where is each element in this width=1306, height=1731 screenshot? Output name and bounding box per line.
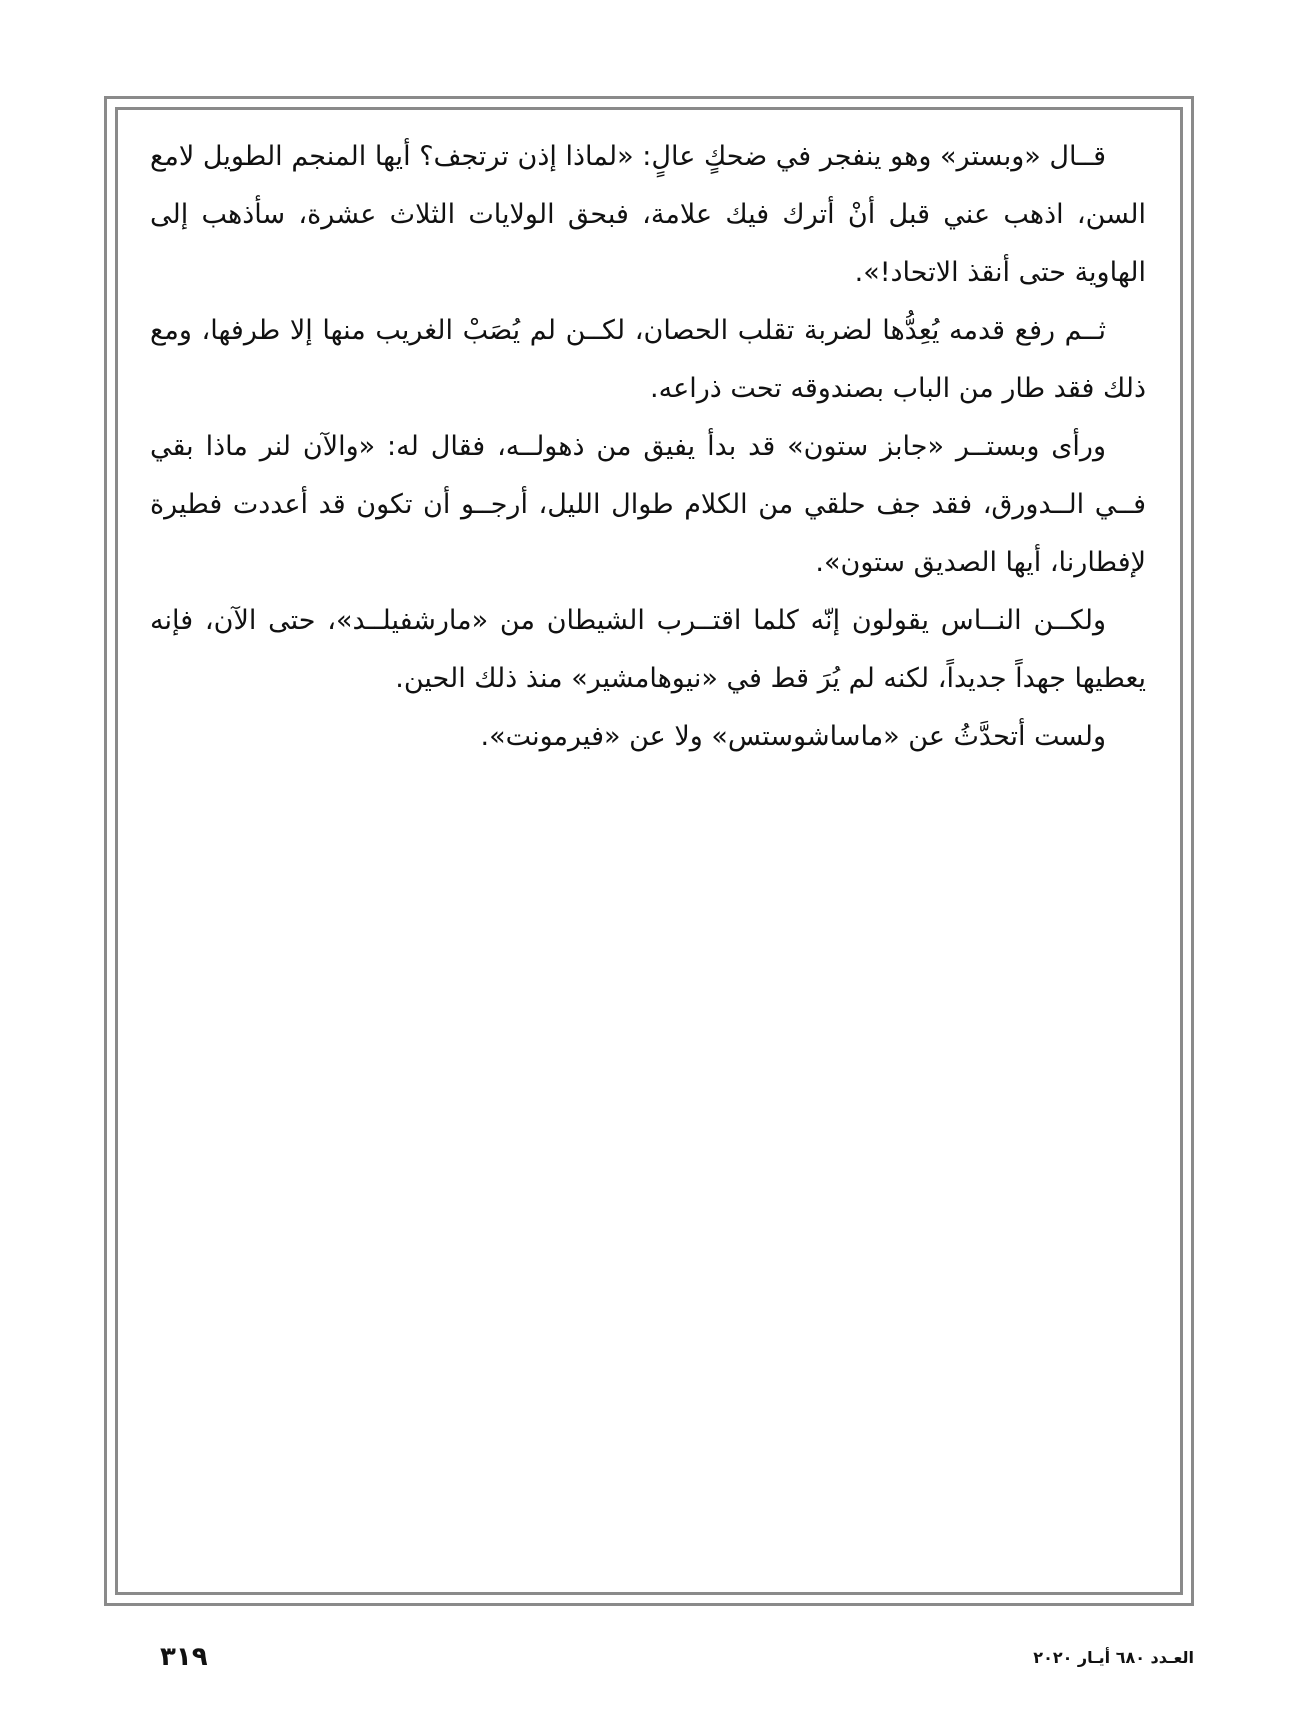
article-body [150,128,1146,766]
page-number: ٣١٩ [160,1642,208,1672]
paragraph-3: ورأى وبستــر «جابز ستون» قد بدأ يفيق من ذهولــه، فقال له: «والآن لنر ماذا بقي فــي الــدورق، فقد جف حلقي من الكلام طوال الليل، أرجــو أن تكون قد أعددت فطيرة لإفطارنا، أيها الصديق ستون». [150,431,1146,578]
paragraph-2: ثــم رفع قدمه يُعِدُّها لضربة تقلب الحصان، لكــن لم يُصَبْ الغريب منها إلا طرفها، ومع ذلك فقد طار من الباب بصندوقه تحت ذراعه. [150,315,1146,404]
paragraph-1: قــال «وبستر» وهو ينفجر في ضحكٍ عالٍ: «لماذا إذن ترتجف؟ أيها المنجم الطويل لامع السن، اذهب عني قبل أنْ أترك فيك علامة، فبحق الولايات الثلاث عشرة، سأذهب إلى الهاوية حتى أنقذ الاتحاد!». [150,141,1146,288]
paragraph-4: ولكــن النــاس يقولون إنّه كلما اقتــرب الشيطان من «مارشفيلــد»، حتى الآن، فإنه يعطيها جهداً جديداً، لكنه لم يُرَ قط في «نيوهامشير» منذ ذلك الحين. [150,605,1146,694]
issue-info: العـدد ٦٨٠ أيـار ٢٠٢٠ [1033,1648,1194,1667]
paragraph-5: ولست أتحدَّثُ عن «ماساشوستس» ولا عن «فيرمونت». [480,721,1106,752]
page-footer [104,1640,1194,1680]
